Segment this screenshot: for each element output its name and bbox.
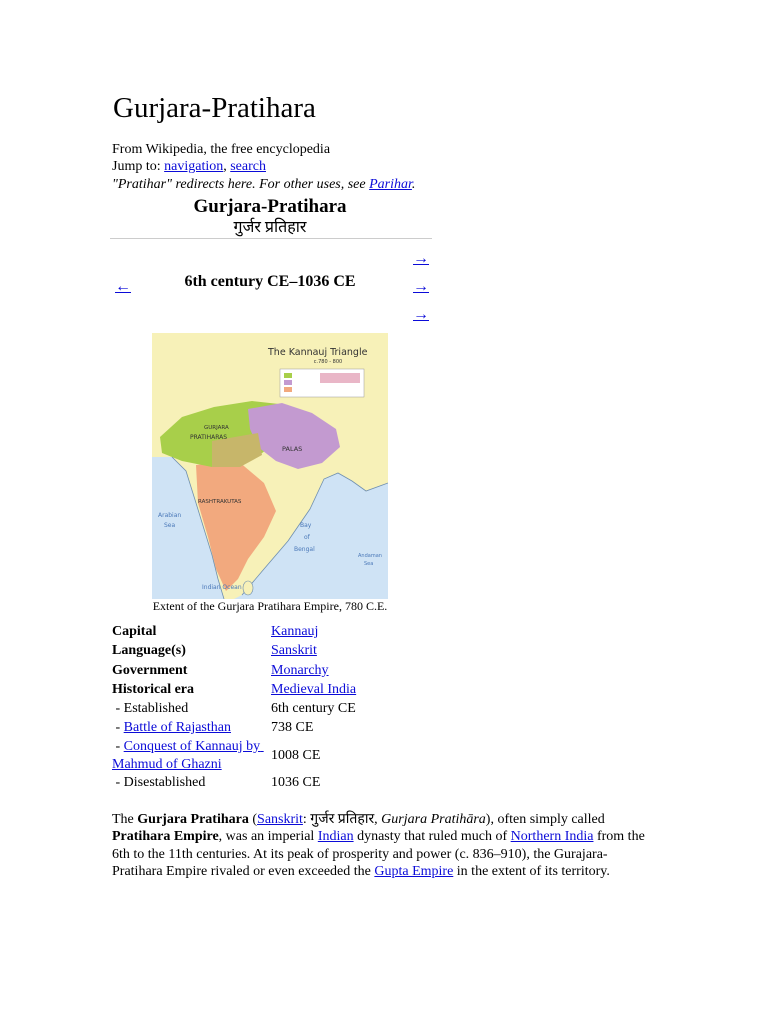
map-legend-swatch-pratihara	[284, 373, 292, 378]
lead-text: from the 6th to the 11th centuries. At its peak of prosperity and power (c. 836–910), the Gurajara-Pratihara Empire rivaled or even exceeded the	[112, 829, 645, 879]
redirect-hatnote	[112, 176, 415, 193]
from-wikipedia-line: From Wikipedia, the free encyclopedia	[112, 142, 331, 157]
search-link[interactable]: search	[230, 159, 266, 174]
jump-to-line	[112, 158, 266, 175]
map-label-andaman-sea: Sea	[364, 561, 374, 567]
infobox-divider	[110, 238, 432, 239]
lead-paragraph	[112, 811, 657, 880]
languages-label: Language(s)	[112, 643, 186, 658]
map-label-bay-of: of	[304, 534, 310, 541]
indian-link[interactable]: Indian	[317, 829, 354, 845]
lead-text: (	[248, 812, 258, 827]
capital-value-link[interactable]: Kannauj	[271, 624, 319, 639]
navigation-link[interactable]: navigation	[164, 159, 224, 174]
infobox-native-name: गुर्जर प्रतिहार	[233, 219, 307, 236]
northern-india-link[interactable]: Northern India	[510, 829, 594, 845]
map-label-gurjara: GURJARA	[204, 425, 229, 431]
conquest-row-label	[112, 738, 270, 774]
previous-state-arrow[interactable]: ←	[115, 278, 131, 295]
historical-era-label: Historical era	[112, 682, 195, 697]
map-sri-lanka	[243, 581, 253, 595]
empire-map[interactable]	[152, 333, 388, 599]
disestablished-label: - Disestablished	[112, 775, 206, 790]
battle-row-label	[112, 719, 231, 737]
lead-text: : गुर्जर प्रतिहार,	[302, 812, 382, 827]
battle-value: 738 CE	[271, 720, 314, 735]
map-title: The Kannauj Triangle	[268, 347, 368, 358]
lead-text: ), often simply called	[485, 812, 605, 827]
battle-prefix: -	[112, 720, 124, 735]
redirect-period: .	[411, 177, 416, 192]
lead-transliteration: Gurjara Pratihāra	[381, 812, 486, 827]
established-label: - Established	[112, 701, 189, 716]
sanskrit-link[interactable]: Sanskrit	[257, 812, 303, 827]
map-caption: Extent of the Gurjara Pratihara Empire, 780 C.E.	[152, 599, 388, 613]
next-state-arrow-1[interactable]: →	[413, 250, 429, 267]
map-label-rashtrakutas: RASHTRAKUTAS	[198, 499, 242, 505]
lead-text: , was an imperial	[218, 829, 318, 845]
map-label-indian-ocean: Indian Ocean	[202, 584, 242, 591]
map-subtitle: c.780 - 800	[313, 359, 343, 365]
lead-text: dynasty that ruled much of	[353, 829, 511, 845]
map-label-bengal: Bengal	[294, 546, 315, 553]
infobox-title: Gurjara-Pratihara	[193, 196, 347, 217]
era-range: 6th century CE–1036 CE	[184, 273, 356, 290]
government-value-link[interactable]: Monarchy	[271, 663, 329, 678]
capital-label: Capital	[112, 624, 157, 639]
next-state-arrow-3[interactable]: →	[413, 306, 429, 323]
jump-to-label: Jump to:	[112, 159, 165, 174]
map-legend-swatch-pala	[284, 380, 292, 385]
lead-text: The	[112, 812, 138, 827]
page-title: Gurjara-Pratihara	[113, 92, 316, 124]
map-label-bay: Bay	[300, 522, 312, 529]
lead-text: in the extent of its territory.	[453, 863, 610, 879]
lead-bold-name: Gurjara Pratihara	[137, 812, 249, 827]
conquest-of-kannauj-link[interactable]: Conquest of Kannauj by Mahmud of Ghazni	[112, 739, 264, 772]
disestablished-value: 1036 CE	[271, 775, 321, 790]
battle-of-rajasthan-link[interactable]: Battle of Rajasthan	[123, 720, 231, 735]
lead-bold-alt-name: Pratihara Empire	[112, 829, 219, 845]
map-label-arabian: Arabian	[158, 512, 182, 519]
jump-comma: ,	[223, 159, 231, 174]
gupta-empire-link[interactable]: Gupta Empire	[374, 863, 454, 879]
map-legend-swatch-rashtrakuta	[284, 387, 292, 392]
map-label-palas: PALAS	[282, 445, 303, 453]
map-label-andaman: Andaman	[358, 553, 382, 559]
conquest-prefix: -	[112, 739, 124, 754]
next-state-arrow-2[interactable]: →	[413, 278, 429, 295]
established-value: 6th century CE	[271, 701, 356, 716]
map-legend-band	[320, 373, 360, 383]
map-label-arabian-sea: Sea	[164, 522, 176, 529]
historical-era-value-link[interactable]: Medieval India	[271, 682, 357, 697]
redirect-text: "Pratihar" redirects here. For other uses, see	[112, 177, 370, 192]
map-label-pratiharas: PRATIHARAS	[190, 434, 228, 441]
conquest-value: 1008 CE	[271, 748, 321, 763]
parihar-link[interactable]: Parihar	[369, 177, 412, 192]
government-label: Government	[112, 663, 188, 678]
languages-value-link[interactable]: Sanskrit	[271, 643, 317, 658]
